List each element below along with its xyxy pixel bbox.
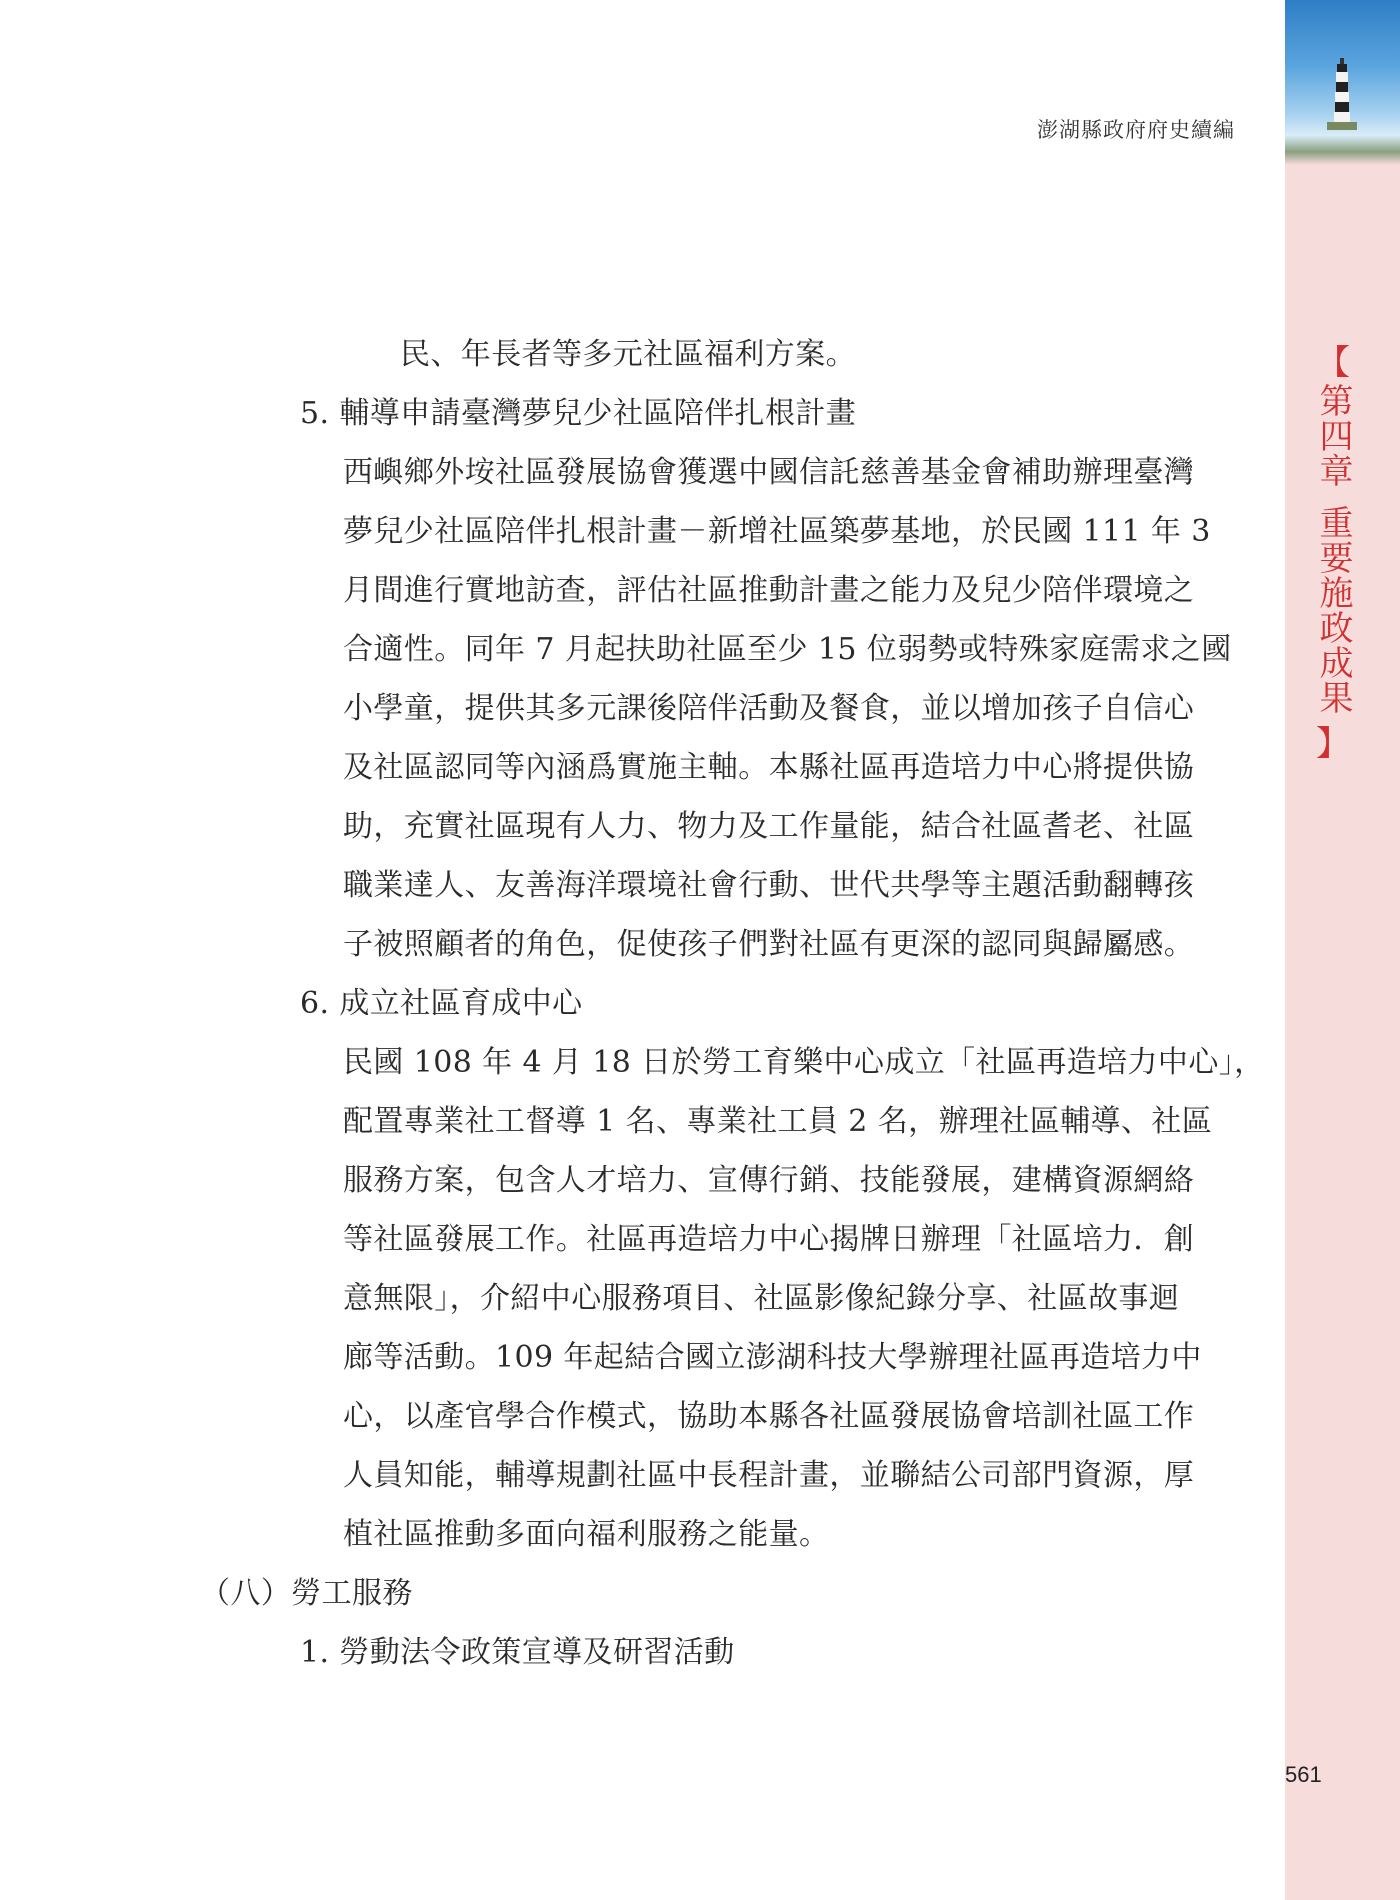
body-line: 人員知能，輔導規劃社區中長程計畫，並聯結公司部門資源，厚 (343, 1458, 1195, 1493)
body-line: 西嶼鄉外垵社區發展協會獲選中國信託慈善基金會補助辦理臺灣 (343, 455, 1195, 490)
body-line: 民國 108 年 4 月 18 日於勞工育樂中心成立「社區再造培力中心」， (343, 1045, 1265, 1080)
body-line: 小學童，提供其多元課後陪伴活動及餐食，並以增加孩子自信心 (343, 691, 1195, 726)
body-line: 服務方案，包含人才培力、宣傳行銷、技能發展，建構資源網絡 (343, 1163, 1195, 1198)
body-line: 月間進行實地訪查，評估社區推動計畫之能力及兒少陪伴環境之 (343, 573, 1195, 608)
body-line: 廊等活動。109 年起結合國立澎湖科技大學辦理社區再造培力中 (343, 1340, 1202, 1375)
chapter-side-tab (1310, 343, 1356, 764)
item-heading: 5. 輔導申請臺灣夢兒少社區陪伴扎根計畫 (300, 396, 857, 431)
body-line: 等社區發展工作。社區再造培力中心揭牌日辦理「社區培力．創 (343, 1222, 1195, 1257)
body-line: 合適性。同年 7 月起扶助社區至少 15 位弱勢或特殊家庭需求之國 (343, 632, 1232, 667)
body-line: 配置專業社工督導 1 名、專業社工員 2 名，辦理社區輔導、社區 (343, 1104, 1213, 1139)
side-tab-chapter: 第四章 (1313, 383, 1353, 488)
side-tab-title: 重要施政成果 (1313, 505, 1353, 715)
header-title: 澎湖縣政府府史續編 (1037, 118, 1235, 142)
side-tab-open-bracket: 【 (1316, 343, 1350, 383)
side-tab-close-bracket: 】 (1316, 724, 1350, 764)
body-line: 民、年長者等多元社區福利方案。 (400, 337, 856, 372)
body-line: 及社區認同等內涵爲實施主軸。本縣社區再造培力中心將提供協 (343, 750, 1195, 785)
body-line: 意無限」，介紹中心服務項目、社區影像紀錄分享、社區故事迴 (343, 1281, 1180, 1316)
lighthouse-photo (1285, 0, 1400, 165)
body-line: 助，充實社區現有人力、物力及工作量能，結合社區耆老、社區 (343, 809, 1195, 844)
item-heading: 1. 勞動法令政策宣導及研習活動 (300, 1635, 735, 1670)
section-heading: （八）勞工服務 (200, 1576, 413, 1611)
side-color-band (1285, 0, 1400, 1900)
item-heading: 6. 成立社區育成中心 (300, 986, 583, 1021)
body-line: 子被照顧者的角色，促使孩子們對社區有更深的認同與歸屬感。 (343, 927, 1195, 962)
body-line: 夢兒少社區陪伴扎根計畫－新增社區築夢基地，於民國 111 年 3 (343, 514, 1211, 549)
body-line: 植社區推動多面向福利服務之能量。 (343, 1517, 830, 1552)
body-line: 職業達人、友善海洋環境社會行動、世代共學等主題活動翻轉孩 (343, 868, 1195, 903)
page-number: 561 (1285, 1762, 1322, 1787)
body-line: 心，以產官學合作模式，協助本縣各社區發展協會培訓社區工作 (343, 1399, 1195, 1434)
lighthouse-icon (1327, 58, 1357, 158)
